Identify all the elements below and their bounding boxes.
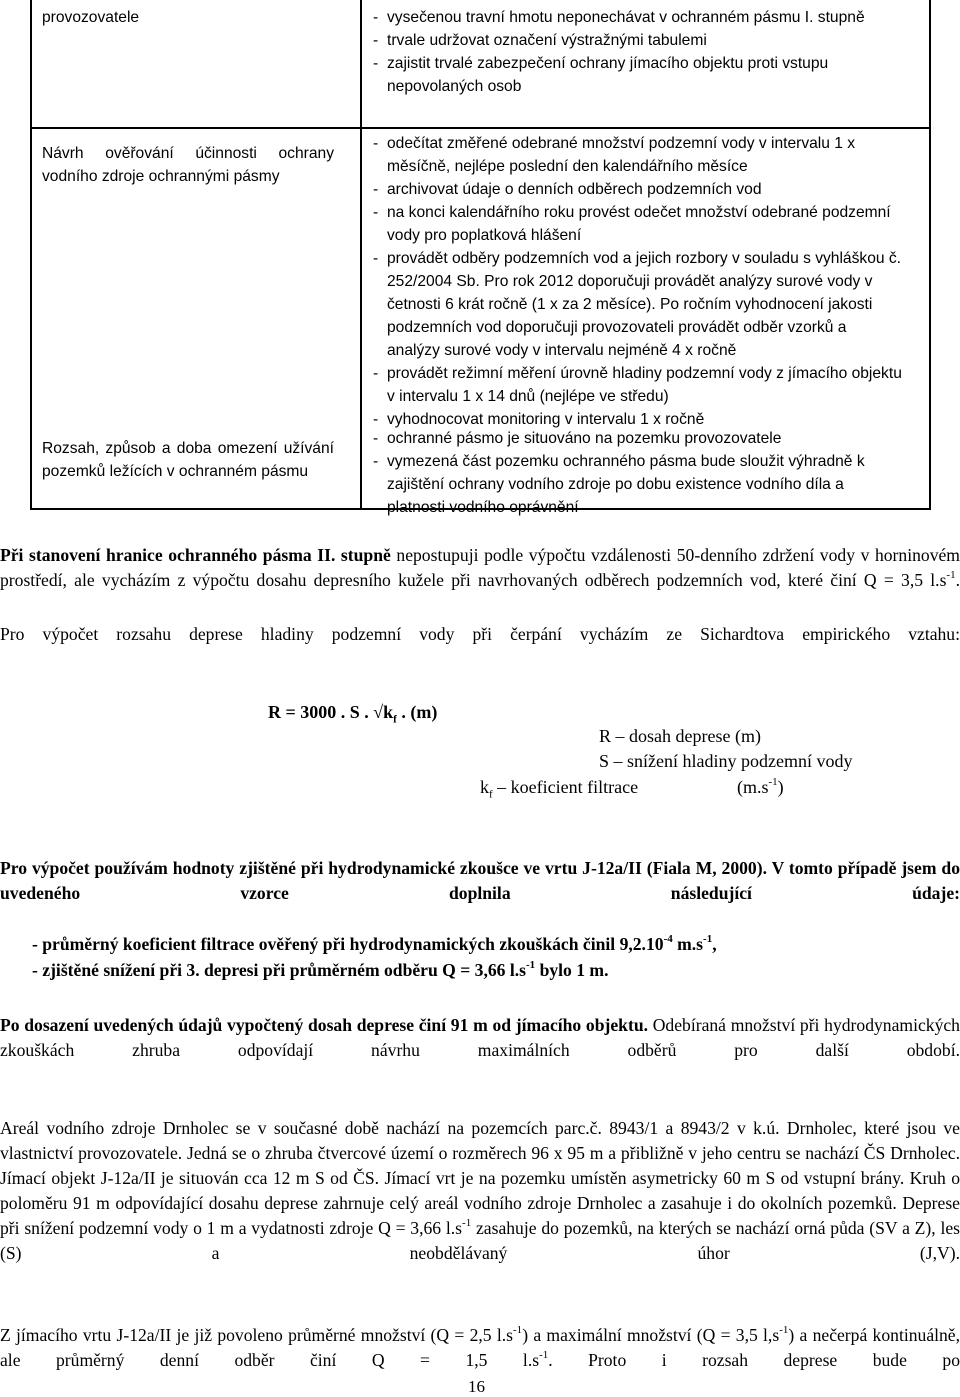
page-number: 16	[468, 1377, 485, 1396]
paragraph-permitted-amount: Z jímacího vrtu J-12a/II je již povoleno průměrné množství (Q = 2,5 $l.s^{-1}$) a maximální množství (Q = 3,5 $l,s^{-1}$) a nečerpá kontinuálně, ale průměrný denní odběr činí Q = 1,5 $l.s^{-1}$. Proto i rozsah deprese bude po	[0, 1324, 960, 1370]
legend-kf: $k_f$ – koeficient filtrace	[480, 777, 639, 801]
list-item: - ochranné pásmo je situováno na pozemku provozovatele	[373, 430, 782, 447]
list-item: - provádět odběry podzemních vod a jejich rozbory v souladu s vyhláškou č. 252/2004 Sb. Pro rok 2012 doporučuji provádět analýzy surové vody v četnosti 6 krát ročně (1 x za 2 měsíce). Po ročním vyhodnocení jakosti podzemních vod doporučuji provozovateli provádět odběr vzorků a analýzy surové vody v intervalu nejméně 4 x ročně	[373, 250, 902, 359]
row-items-land-use	[373, 427, 903, 519]
bullet-drawdown: - zjištěné snížení při 3. depresi při průměrném odběru Q = 3,66 $l.s^{-1}$ bylo 1 m.	[32, 959, 609, 980]
bullet-filtration-coefficient: - průměrný koeficient filtrace ověřený při hydrodynamických zkouškách činil $9,2.10^{-4}$ $m.s^{-1}$,	[32, 933, 717, 954]
table-column-divider	[360, 0, 362, 508]
paragraph-test-values: Pro výpočet používám hodnoty zjištěné při hydrodynamické zkoušce ve vrtu J-12a/II (Fiala M, 2000). V tomto případě jsem do uvedeného vzorce doplnila následující údaje:	[0, 858, 960, 903]
row-label-land-use: Rozsah, způsob a doba omezení užívání pozemků ležících v ochranném pásmu	[42, 440, 334, 480]
list-item: - vysečenou travní hmotu neponechávat v ochranném pásmu I. stupně	[373, 9, 865, 26]
list-item: - na konci kalendářního roku provést odečet množství odebrané podzemní vody pro poplatková hlášení	[373, 204, 891, 244]
list-item: - odečítat změřené odebrané množství podzemní vody v intervalu 1 x měsíčně, nejlépe poslední den kalendářního měsíce	[373, 135, 856, 175]
paragraph-zone-boundary: Při stanovení hranice ochranného pásma II. stupně nepostupuji podle výpočtu vzdálenosti 50-denního zdržení vody v horninovém prostředí, ale vycházím z výpočtu dosahu depresního kužele při navrhovaných odběrech podzemních vod, které činí Q = 3,5 $l.s^{-1}$.	[0, 545, 960, 590]
row-label-verification: Návrh ověřování účinnosti ochrany vodního zdroje ochrannými pásmy	[42, 145, 334, 185]
paragraph-result: Po dosazení uvedených údajů vypočtený dosah deprese činí 91 m od jímacího objektu. Odebíraná množství při hydrodynamických zkouškách zhruba odpovídají návrhu maximálních odběrů pro další období.	[0, 1015, 960, 1060]
list-item: - vyhodnocovat monitoring v intervalu 1 x ročně	[373, 411, 705, 428]
paragraph-sichardt-intro: Pro výpočet rozsahu deprese hladiny podzemní vody při čerpání vycházím ze Sichardtova empirického vztahu:	[0, 624, 960, 644]
list-item: - provádět režimní měření úrovně hladiny podzemní vody z jímacího objektu v intervalu 1 x 14 dnů (nejlépe ve středu)	[373, 365, 902, 405]
legend-s: S – snížení hladiny podzemní vody	[599, 751, 853, 771]
sichardt-formula: R = 3000 . S . $√k_f$ . (m)	[268, 702, 438, 726]
requirements-table	[30, 0, 931, 516]
row-items-verification	[373, 132, 903, 431]
list-item: - trvale udržovat označení výstražnými tabulemi	[373, 32, 707, 49]
list-item: - archivovat údaje o denních odběrech podzemních vod	[373, 181, 762, 198]
legend-kf-unit: $(m.s^{-1})$	[737, 776, 784, 797]
legend-r: R – dosah deprese (m)	[599, 726, 761, 746]
list-item: - vymezená část pozemku ochranného pásma bude sloužit výhradně k zajištění ochrany vodního zdroje po dobu existence vodního díla a platnosti vodního oprávnění	[373, 453, 865, 516]
table-row-divider	[32, 127, 929, 129]
row-label-operators: provozovatele	[42, 9, 140, 26]
list-item: - zajistit trvalé zabezpečení ochrany jímacího objektu proti vstupu nepovolaných osob	[373, 55, 829, 95]
paragraph-area-description: Areál vodního zdroje Drnholec se v současné době nachází na pozemcích parc.č. 8943/1 a 8943/2 v k.ú. Drnholec, které jsou ve vlastnictví provozovatele. Jedná se o zhruba čtvercové území o rozměrech 96 x 95 m a přibližně v jeho centru se nachází ČS Drnholec. Jímací objekt J-12a/II je situován cca 12 m S od ČS. Jímací vrt je na pozemku umístěn asymetricky 60 m S od vstupní brány. Kruh o poloměru 91 m odpovídající dosahu deprese zahrnuje celý areál vodního zdroje Drnholec a zasahuje i do okolních pozemků. Deprese při snížení podzemní vody o 1 m a vydatnosti zdroje Q = 3,66 $l.s^{-1}$ zasahuje do pozemků, na kterých se nachází orná půda (SV a Z), les (S) a neobdělávaný úhor (J,V).	[0, 1118, 960, 1263]
row-items-operators	[373, 6, 903, 98]
